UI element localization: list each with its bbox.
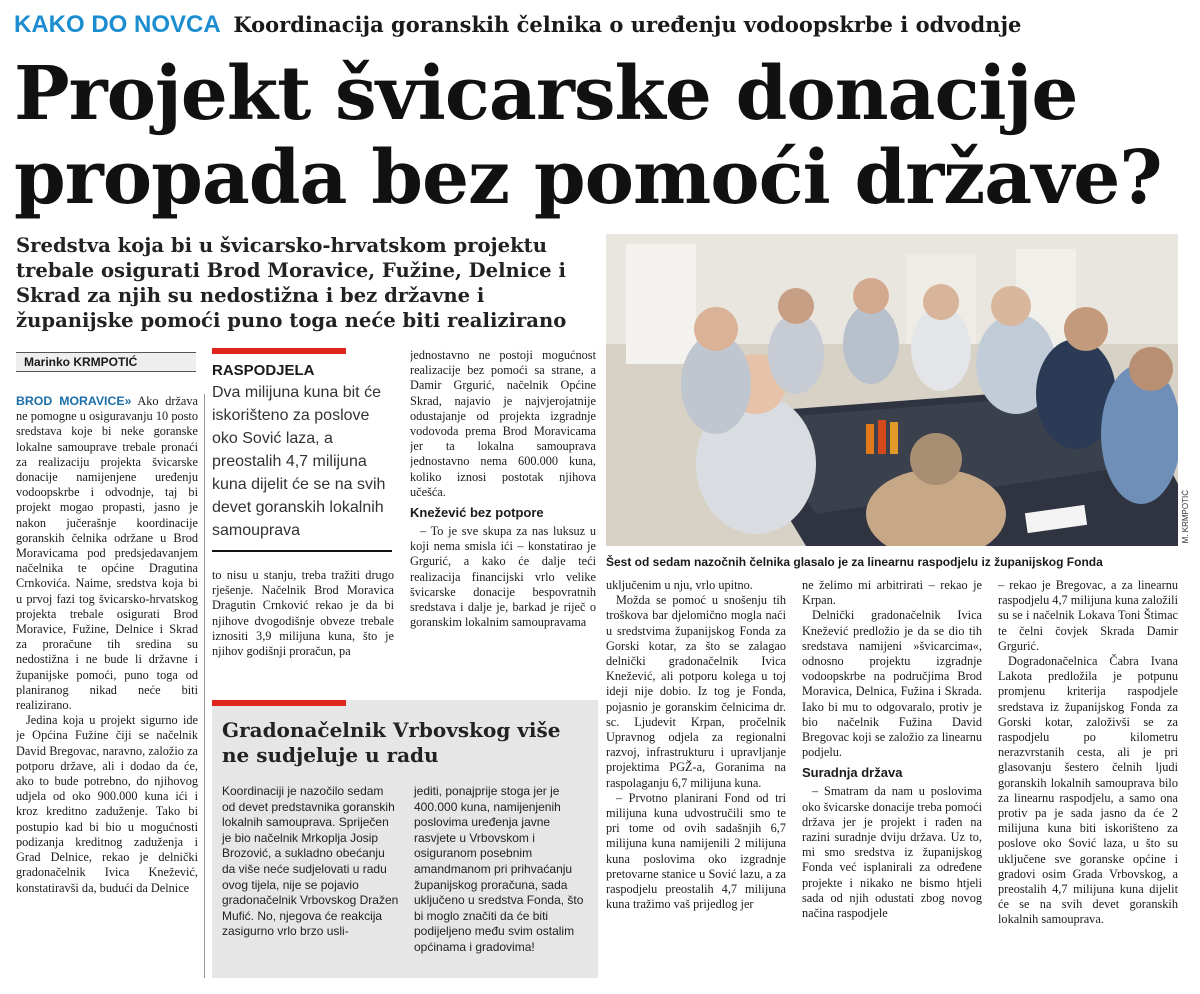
pull-quote-accent — [212, 348, 346, 354]
photo-caption: Šest od sedam nazočnih čelnika glasalo je za linearnu raspodjelu iz županijskog Fonda — [606, 555, 1103, 569]
box-columns — [222, 784, 592, 956]
column-1 — [16, 394, 198, 980]
col5-paragraph-1: ne želimo mi arbitrirati – rekao je Krpan. — [802, 578, 982, 608]
col6-paragraph-1: – rekao je Bregovac, a za linearnu raspodjelu 4,7 milijuna kuna založili su se i načelnik Lokava Toni Štimac te čelni čovjek Skrada Damir Grgurić. — [998, 578, 1178, 653]
col4-paragraph-1: uključenim u nju, vrlo upitno. — [606, 578, 753, 592]
photo-credit: M. KRMPOTIĆ — [1181, 490, 1190, 544]
box-column-1: Koordinaciji je nazočilo sedam od devet predstavnika goranskih lokalnih samouprava. Spriječen je bio načelnik Mrkoplja Josip Brozović, a sukladno obećanju da više neće sudjelovati u radu ovog tijela, nije se pojavio gradonačelnik Vrbovskog Dražen Mufić. No, njegova će reakcija zasigurno vrlo brzo usli- — [222, 784, 399, 939]
pull-quote-rule — [212, 550, 392, 552]
headline — [14, 52, 1190, 220]
col2-paragraph: to nisu u stanju, treba tražiti drugo rješenje. Načelnik Brod Moravica Dragutin Crnković rekao je da bi njihove dvogodišnje obveze trebale iznositi 3,9 milijuna kuna, što je njihov godišnji proračun, pa — [212, 568, 394, 659]
box-column-2: jediti, ponajprije stoga jer je 400.000 kuna, namijenjenih poslovima uređenja javne rasvjete u Vrbovskom i osiguranom posebnim amandmanom pri prihvaćanju županijskog proračuna, sada uključeno u sredstva Fonda, što bi moglo značiti da će biti podijeljeno među svim ostalim općinama i gradovima! — [414, 784, 584, 954]
col3-paragraph-2: – To je sve skupa za nas luksuz u koji nema smisla ići – konstatirao je Grgurić, a kako će dalje teći realizacija financijski vrlo velike švicarske donacije bespovratnih sredstava i dalje je, barkad je riječ o goranskim lokalnim samoupravama — [410, 524, 596, 630]
dateline-marker: » — [124, 394, 132, 408]
col5-paragraph-3: – Smatram da nam u poslovima oko švicarske donacije treba pomoći država jer je projekt i rađen na razini suradnje dviju država. Uz to, mi smo sredstva iz županijskog Fonda već isplanirali za određene projekte i nikako ne bismo htjeli sada od njih odustati zbog novog načina raspodjele — [802, 784, 982, 921]
byline: Marinko KRMPOTIĆ — [16, 352, 196, 372]
pull-quote-title: RASPODJELA — [212, 362, 315, 379]
column-5 — [802, 578, 982, 980]
col4-paragraph-3: – Prvotno planirani Fond od tri milijuna kuna udvostručili smo te pri tome od ovih sadašnjih 6,7 milijuna kuna namijenili 2 milijuna kuna poslovima oko izgradnje pretovarne stanice u Sović lazu, a za raspodjelu preostalih 4,7 milijuna kuna tražimo vaš prijedlog jer — [606, 790, 786, 912]
kicker — [14, 8, 1190, 42]
column-4 — [606, 578, 786, 980]
box-title: Gradonačelnik Vrbovskog više ne sudjeluje u radu — [222, 718, 561, 767]
column-3 — [410, 348, 596, 684]
lead-paragraph: Sredstva koja bi u švicarsko-hrvatskom projektu trebale osigurati Brod Moravice, Fužine, Delnice i Skrad za njih su nedostižna i bez državne i županijske pomoći puno toga neće biti realizirano — [16, 234, 567, 332]
column-2 — [212, 568, 394, 690]
col5-subheading: Suradnja država — [802, 765, 903, 781]
headline-line-2: propada bez pomoći države? — [14, 135, 1162, 221]
dateline: BROD MORAVICE — [16, 394, 125, 408]
headline-line-1: Projekt švicarske donacije — [14, 51, 1078, 137]
col4-paragraph-2: Možda se pomoć u snošenju tih troškova bar djelomično mogla naći u sredstvima županijskog Fonda za Gorski kotar, za što se zalagao delnički gradonačelnik Ivica Knežević, ali potporu kolega u toj ideji nije dobio. Iz tog je Fonda, pojasnio je goranskim čelnicima dr. sc. Ljudevit Krpan, pročelnik Upravnog odjela za regionalni razvoj, infrastrukturu i upravljanje projektima PGŽ-a, Goranima na raspolaganju 6,7 milijuna kuna. — [606, 593, 786, 790]
col1-paragraph-1 — [16, 394, 198, 713]
pull-quote-text: Dva milijuna kuna bit će iskorišteno za poslove oko Sović laza, a preostalih 4,7 milijuna kuna dijelit će se na svih devet goranskih lokalnih samouprava — [212, 384, 386, 539]
col3-paragraph-1: jednostavno ne postoji mogućnost realizacije bez pomoći sa strane, a Damir Grgurić, načelnik Općine Skrad, najavio je najvjerojatnije odustajanje od projekta izgradnje vodovoda prema Brod Moravicama jer ta lokalna samouprava jednostavno nema 600.000 kuna, koliko iznosi postotak njihova učešća. — [410, 348, 596, 499]
kicker-subtitle: Koordinacija goranskih čelnika o uređenju vodoopskrbe i odvodnje — [233, 12, 1022, 37]
col6-paragraph-2: Dogradonačelnica Čabra Ivana Lakota predložila je potpunu promjenu kriterija raspodjele sredstava iz županijskog Fonda za Gorski kotar, založivši se za raspodjelu po kilometru nerazvrstanih cesta, ali je pri glasovanju šestero čelnih ljudi goranskih lokalnih samouprava bilo za linearnu raspodjelu, a samo ona protiv pa je sada jasno da će 2 milijuna kuna biti iskorišteno za poslove oko Sović laza, u što su uključene sve goranske općine i gradovi osim Grada Vrbovskog, a preostalih 4,7 milijuna kuna dijelit će se na svih devet goranskih lokalnih samouprava. — [998, 654, 1178, 927]
pull-quote — [212, 348, 392, 552]
column-divider — [204, 394, 205, 978]
column-6 — [998, 578, 1178, 980]
col5-paragraph-2: Delnički gradonačelnik Ivica Knežević predložio je da se dio tih sredstava namijeni »švicarcima«, odnosno projektu izgradnje vodoopskrbe na područjima Brod Moravica, Delnica, Fužina i Skrada. Iako bi mu to odgovaralo, protiv je bio načelnik Fužina David Bregovac koji se založio za linearnu podjelu. — [802, 608, 982, 760]
col1-text-1: Ako država ne pomogne u osiguravanju 10 posto sredstava koje bi neke goranske lokalne samouprave trebale pronaći za realizaciju projekta švicarske donacije namijenjene uređenju vodoopskrbe i odvodnje, taj bi projekt mogao propasti, jasno je nakon jučerašnje koordinacije goranskih čelnika održane u Brod Moravicama pod predsjedavanjem načelnika te općine Dragutina Crnkovića. Naime, sredstva koja bi u prvoj fazi tog švicarsko-hrvatskog projekta trebale osigurati Brod Moravice, Fužine, Delnice i Skrad za proračune tih sredina su nedostižna i ne bude li državne i županijske pomoći, puno toga od planiranog nikad neće biti realizirano. — [16, 394, 198, 713]
meeting-photo — [606, 234, 1178, 546]
col1-paragraph-2: Jedina koja u projekt sigurno ide je Općina Fužine čiji se načelnik David Bregovac, naravno, založio za potporu države, ali i dodao da će, ako to bude potrebno, do njihovog udjela od oko 900.000 kuna ići i kroz kreditno zaduženje. Tako bi postupio kad bi bio u mogućnosti podizanja kreditnog zaduženja i Grad Delnice, rekao je delnički gradonačelnik Ivica Knežević, konstatiravši da, budući da Delnice — [16, 713, 198, 895]
col3-subheading: Knežević bez potpore — [410, 505, 544, 521]
sidebar-box — [212, 700, 598, 978]
kicker-tag: KAKO DO NOVCA — [14, 11, 221, 38]
